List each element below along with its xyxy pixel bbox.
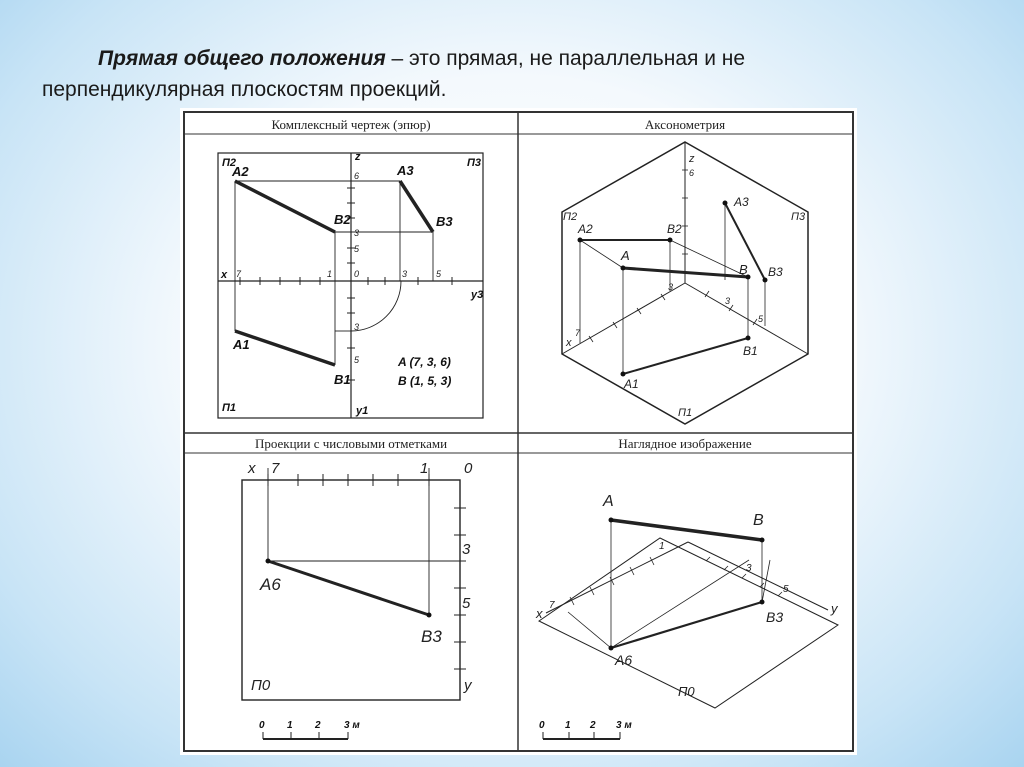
epure-tick-h5: 5: [354, 355, 360, 365]
pictorial-axis-y: [688, 542, 828, 610]
caption-epure: Комплексный чертеж (эпюр): [271, 117, 431, 132]
numeric-scale-1: 1: [287, 720, 293, 731]
axon-point-a3: A3: [734, 195, 749, 209]
point-b3: B3: [436, 214, 453, 229]
axon-tick-x7: 7: [575, 328, 581, 338]
axon-axis-x: [562, 283, 685, 354]
caption-pictorial: Наглядное изображение: [618, 436, 752, 451]
pictorial-tick-3: 3: [746, 563, 752, 574]
epure-tick-x0: 0: [354, 269, 360, 279]
pictorial-tick-5: 5: [783, 584, 789, 595]
pictorial-link-lines: [568, 520, 770, 648]
numeric-dot-a: [266, 559, 271, 564]
numeric-point-a6: A6: [260, 575, 281, 594]
pictorial-tick-7: 7: [549, 600, 555, 611]
axon-point-a: A: [621, 248, 630, 263]
projection-figure: [180, 108, 857, 755]
segment-a2-b2: [235, 181, 335, 232]
axon-tick-y3: 3: [725, 296, 731, 306]
axon-plane-h: П1: [678, 407, 693, 419]
pictorial-point-a: A: [603, 493, 614, 510]
epure-tick-x7: 7: [236, 269, 242, 279]
pictorial-plane: [539, 538, 838, 708]
axon-point-a2: A2: [578, 222, 593, 236]
epure-tick-w3: 3: [402, 269, 408, 279]
coord-a-text: A (7, 3, 6): [398, 355, 451, 369]
heading-rest: – это прямая, не параллельная и не: [385, 47, 746, 70]
epure-axis-z-label: z: [355, 151, 361, 163]
numeric-tick-1: 1: [420, 460, 429, 477]
epure-labels: [220, 151, 483, 417]
epure-tick-w5: 5: [436, 269, 442, 279]
numeric-labels: [247, 460, 473, 731]
axon-tick-z3: 3: [668, 282, 674, 292]
epure-tick-y3: 3: [354, 228, 360, 238]
axon-ticks: [589, 170, 757, 342]
axon-point-a1: A1: [624, 377, 639, 391]
point-a1: A1: [233, 337, 250, 352]
axon-tick-y5: 5: [758, 314, 764, 324]
axon-plane-w: П3: [791, 211, 806, 223]
numeric-dot-b: [427, 613, 432, 618]
pictorial-scale-3: 3 м: [616, 720, 632, 731]
numeric-axis-y: y: [464, 677, 472, 694]
pictorial-panel: [539, 518, 838, 740]
pictorial-point-b: B: [753, 512, 764, 529]
numeric-scale-3: 3 м: [344, 720, 360, 731]
numeric-tick-3: 3: [462, 541, 471, 558]
pictorial-segment-ab: [611, 520, 762, 540]
axon-axis-z-label: z: [689, 153, 695, 165]
numeric-tick-5: 5: [462, 595, 471, 612]
epure-plane-w: П3: [467, 157, 482, 169]
heading-line2: перпендикулярная плоскостям проекций.: [42, 78, 447, 101]
pictorial-point-a6: A6: [615, 652, 633, 668]
epure-tick-y5: 5: [354, 244, 360, 254]
pictorial-axis-x-label: x: [536, 606, 543, 621]
epure-tick-h3: 3: [354, 322, 360, 332]
axon-plane-v: П2: [563, 211, 578, 223]
epure-tick-z6: 6: [354, 171, 360, 181]
numeric-segment-ab: [268, 561, 429, 615]
point-a2: A2: [232, 164, 249, 179]
epure-plane-v: П2: [222, 157, 237, 169]
numeric-point-b3: B3: [421, 627, 442, 646]
caption-axonometry: Аксонометрия: [644, 117, 726, 132]
caption-numeric: Проекции с числовыми отметками: [254, 436, 448, 451]
pictorial-plane-label: П0: [678, 684, 695, 699]
pictorial-scale-2: 2: [590, 720, 596, 731]
numeric-axis-x: x: [248, 460, 256, 477]
coord-b-text: B (1, 5, 3): [398, 374, 452, 388]
epure-tick-x1: 1: [327, 269, 333, 279]
axon-axis-x-label: x: [566, 337, 572, 349]
axon-point-b: B: [739, 262, 748, 277]
pictorial-segment-a6b3: [611, 602, 762, 648]
pictorial-scale-1: 1: [565, 720, 571, 731]
axon-segment-a1b1: [623, 338, 748, 374]
pictorial-tick-1: 1: [659, 541, 665, 552]
segment-a3-b3: [400, 181, 433, 232]
numeric-tick-7: 7: [271, 460, 280, 477]
point-b1: B1: [334, 372, 351, 387]
epure-axis-y1-label: y1: [356, 405, 369, 417]
epure-axis-y3-label: y3: [471, 289, 484, 301]
numeric-panel: [242, 468, 466, 739]
axon-point-b1: B1: [743, 344, 758, 358]
axon-point-b3: B3: [768, 265, 783, 279]
axon-labels: [563, 153, 806, 419]
axon-point-b2: B2: [667, 222, 682, 236]
epure-axis-x-label: x: [221, 269, 228, 281]
pictorial-axis-y-label: y: [831, 601, 838, 616]
heading-term: Прямая общего положения: [98, 47, 386, 70]
projection-diagram: [180, 108, 857, 755]
pictorial-scale-0: 0: [539, 720, 545, 731]
segment-a1-b1: [235, 331, 335, 365]
epure-plane-h: П1: [222, 402, 237, 414]
point-b2: B2: [334, 212, 351, 227]
pictorial-point-b3: B3: [766, 609, 784, 625]
pictorial-axis-x: [546, 542, 688, 613]
numeric-scale-2: 2: [315, 720, 321, 731]
numeric-scale-0: 0: [259, 720, 265, 731]
axon-tick-z6: 6: [689, 168, 695, 178]
numeric-plane-label: П0: [251, 677, 271, 694]
point-a3: A3: [397, 163, 414, 178]
numeric-tick-0: 0: [464, 460, 473, 477]
slide-heading: [42, 43, 942, 105]
axonometry-panel: [562, 142, 808, 424]
